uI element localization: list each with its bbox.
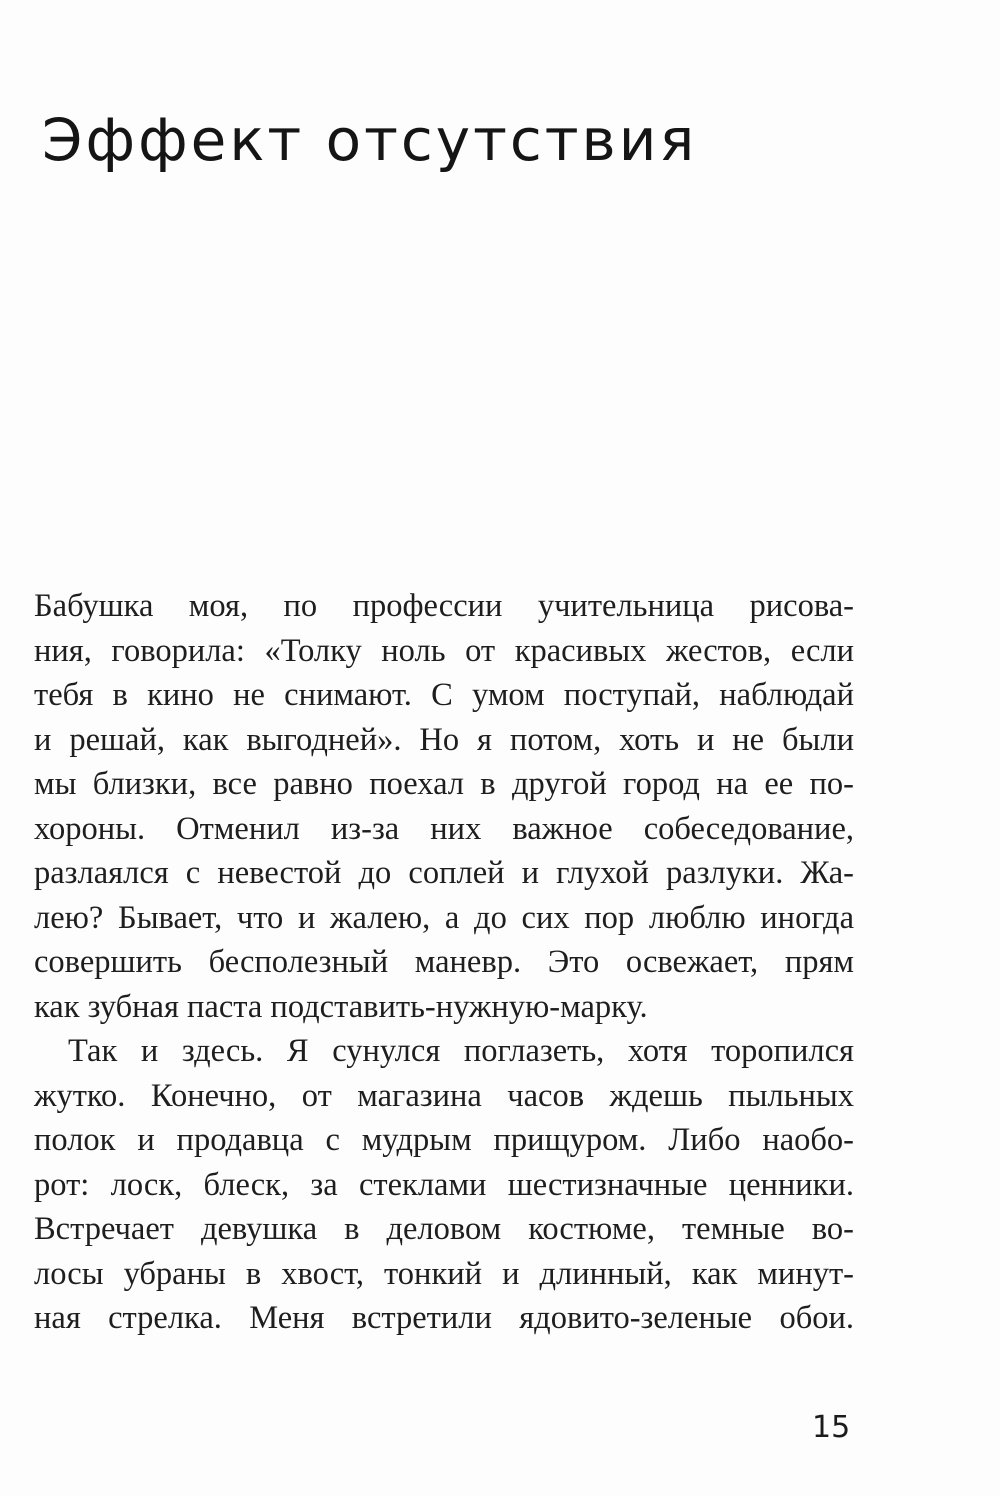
text-line: и решай, как выгодней». Но я потом, хоть и не были	[34, 721, 854, 758]
text-line: ния, говорила: «Толку ноль от красивых жестов, если	[34, 632, 854, 669]
text-line: совершить бесполезный маневр. Это освежает, прям	[34, 944, 854, 980]
body-text	[34, 584, 854, 1341]
text-line: лею? Бывает, что и жалею, а до сих пор люблю иногда	[34, 899, 854, 936]
chapter-title: Эффект отсутствия	[42, 106, 698, 174]
text-line: ная стрелка. Меня встретили ядовито-зеленые обои.	[34, 1300, 854, 1336]
text-line: лосы убраны в хвост, тонкий и длинный, как минут-	[34, 1255, 854, 1292]
text-line: полок и продавца с мудрым прищуром. Либо наобо-	[34, 1122, 854, 1158]
text-line: Бабушка моя, по профессии учительница рисова-	[34, 588, 854, 624]
text-line: жутко. Конечно, от магазина часов ждешь пыльных	[34, 1077, 854, 1114]
text-line: мы близки, все равно поехал в другой город на ее по-	[34, 766, 854, 802]
text-line: Встречает девушка в деловом костюме, темные во-	[34, 1211, 854, 1247]
text-line: тебя в кино не снимают. С умом поступай, наблюдай	[34, 677, 854, 713]
page-number: 15	[812, 1410, 851, 1445]
text-line: разлаялся с невестой до соплей и глухой разлуки. Жа-	[34, 855, 854, 891]
text-line: рот: лоск, блеск, за стеклами шестизначные ценники.	[34, 1166, 854, 1203]
text-line: как зубная паста подставить-нужную-марку.	[34, 988, 648, 1025]
text-line: хороны. Отменил из-за них важное собеседование,	[34, 810, 854, 847]
text-line-indented: Так и здесь. Я сунулся поглазеть, хотя торопился	[68, 1033, 854, 1069]
